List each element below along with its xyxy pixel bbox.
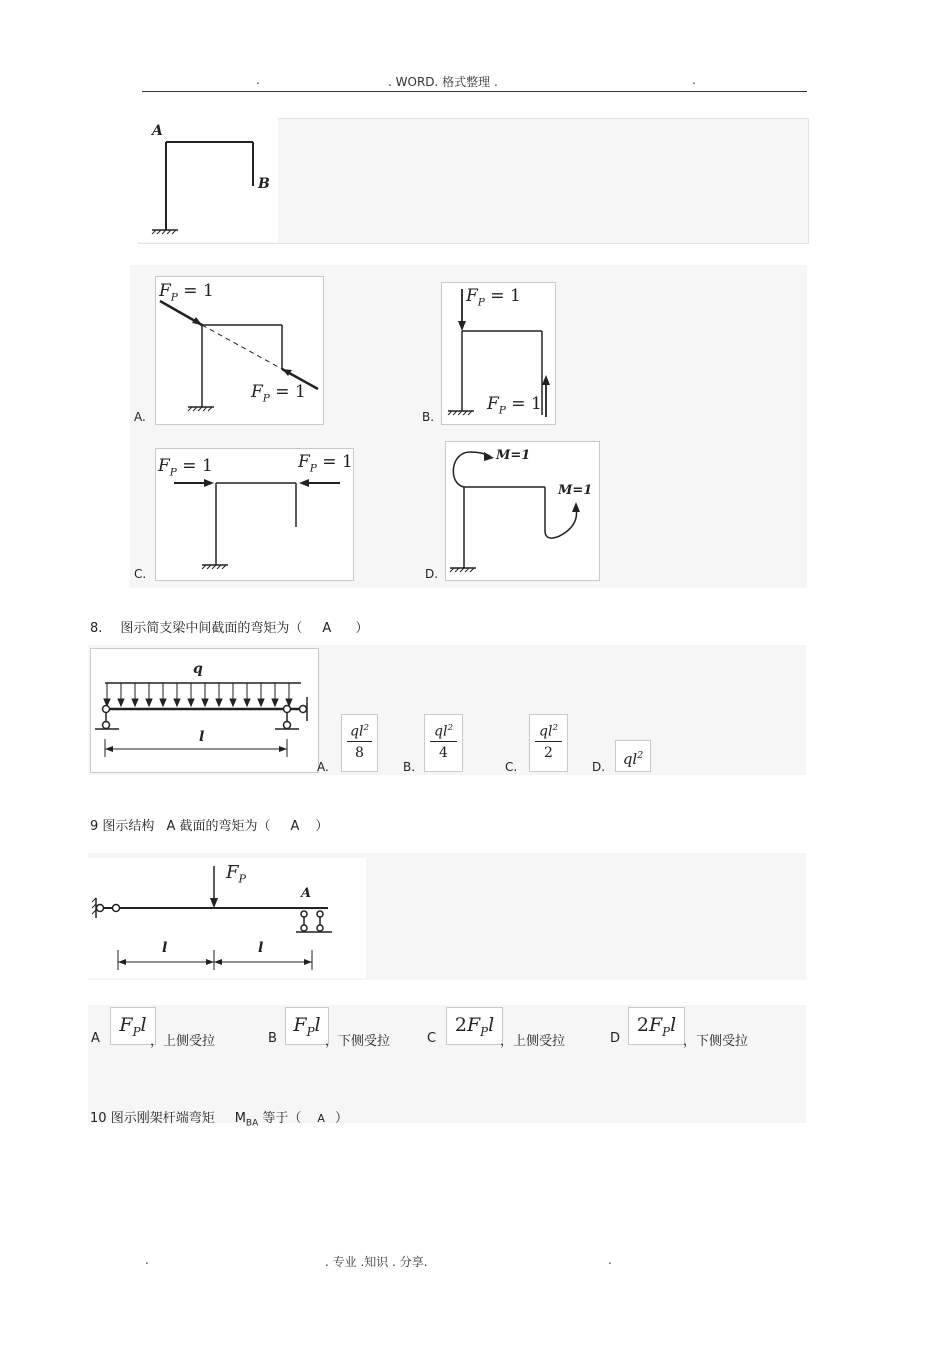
q8-option-b-fraction: $\frac{ql^2}{4}$ — [424, 714, 463, 772]
option-b-force-bottom: $F_P = 1$ — [487, 394, 542, 417]
load-arrow-head — [202, 699, 208, 706]
q9-option-a-desc: ，上侧受拉 — [150, 1034, 216, 1049]
top-frame-figure — [138, 118, 278, 242]
header-rule — [142, 91, 807, 92]
load-arrow-head — [258, 699, 264, 706]
option-a-figure — [155, 276, 324, 425]
header-title: . WORD. 格式整理 . — [388, 75, 498, 89]
footer-dot-left: . — [145, 1253, 149, 1267]
option-c-force-left: $F_P = 1$ — [158, 456, 213, 479]
q9-option-b-expr: $F_Pl$ — [285, 1007, 329, 1045]
option-d-figure — [445, 441, 600, 581]
q9-option-d-letter: D — [610, 1031, 621, 1046]
option-d-moment-right: M=1 — [558, 483, 593, 498]
option-b-letter: B. — [422, 410, 435, 424]
q9-option-d-expr: $2F_Pl$ — [628, 1007, 685, 1045]
header-dot-left: . — [256, 73, 260, 87]
option-c-force-right: $F_P = 1$ — [298, 452, 353, 475]
q8-option-d-expr: $ql^2$ — [615, 740, 651, 772]
q9-option-a-expr: $F_Pl$ — [110, 1007, 156, 1045]
q10-stem: 10 图示刚架杆端弯矩 $M_{BA}$ 等于（ A ） — [90, 1111, 348, 1129]
q10-answer: A — [317, 1112, 325, 1125]
option-b-figure — [441, 282, 556, 425]
q9-point-a-label: A — [301, 886, 312, 901]
q9-option-a-letter: A — [91, 1031, 100, 1046]
q9-beam-figure — [88, 858, 366, 978]
load-arrow-head — [118, 699, 124, 706]
label-b: B — [258, 176, 270, 192]
option-a-force-bottom: $F_P = 1$ — [251, 382, 306, 405]
q9-answer: A — [290, 819, 300, 834]
q8-option-a-fraction: $\frac{ql^2}{8}$ — [341, 714, 378, 772]
q9-force-label: $F_P$ — [226, 862, 247, 886]
footer-text: . 专业 .知识 . 分享. — [325, 1255, 428, 1269]
q9-option-c-letter: C — [427, 1031, 437, 1046]
q9-option-c-desc: ，上侧受拉 — [500, 1034, 566, 1049]
option-c-letter: C. — [134, 567, 147, 581]
q8-answer: A — [322, 621, 332, 636]
q8-option-d-letter: D. — [592, 760, 606, 774]
load-arrow-head — [272, 699, 278, 706]
option-a-letter: A. — [134, 410, 146, 424]
q8-option-b-letter: B. — [403, 760, 416, 774]
q8-option-a-letter: A. — [317, 760, 329, 774]
q8-option-c-fraction: $\frac{ql^2}{2}$ — [529, 714, 568, 772]
q9-option-d-desc: ，下侧受拉 — [683, 1034, 749, 1049]
load-arrow-head — [174, 699, 180, 706]
option-c-figure — [155, 448, 354, 581]
load-arrow-head — [230, 699, 236, 706]
option-b-force-top: $F_P = 1$ — [466, 286, 521, 309]
load-arrow-head — [132, 699, 138, 706]
q9-option-c-expr: $2F_Pl$ — [446, 1007, 503, 1045]
q9-option-b-desc: ，下侧受拉 — [325, 1034, 391, 1049]
load-arrow-head — [244, 699, 250, 706]
q9-stem: 9 图示结构 A 截面的弯矩为（ A ） — [90, 819, 329, 834]
option-d-letter: D. — [425, 567, 439, 581]
label-a: A — [152, 123, 163, 139]
option-d-moment-top: M=1 — [496, 448, 531, 463]
load-arrow-head — [160, 699, 166, 706]
q9-span-label-left: l — [162, 940, 168, 956]
header-dot-right: . — [692, 73, 696, 87]
q8-stem: 8. 图示简支梁中间截面的弯矩为（ A ） — [90, 621, 369, 636]
q9-span-label-right: l — [258, 940, 264, 956]
load-arrow-head — [146, 699, 152, 706]
load-arrow-head — [188, 699, 194, 706]
q8-beam-figure — [90, 648, 319, 773]
load-arrow-head — [216, 699, 222, 706]
footer-dot-right: . — [608, 1253, 612, 1267]
q8-option-c-letter: C. — [505, 760, 518, 774]
q8-load-label: q — [193, 661, 203, 677]
q9-option-b-letter: B — [268, 1031, 277, 1046]
q8-span-label: l — [199, 729, 205, 745]
option-a-force-top: $F_P = 1$ — [159, 281, 214, 304]
